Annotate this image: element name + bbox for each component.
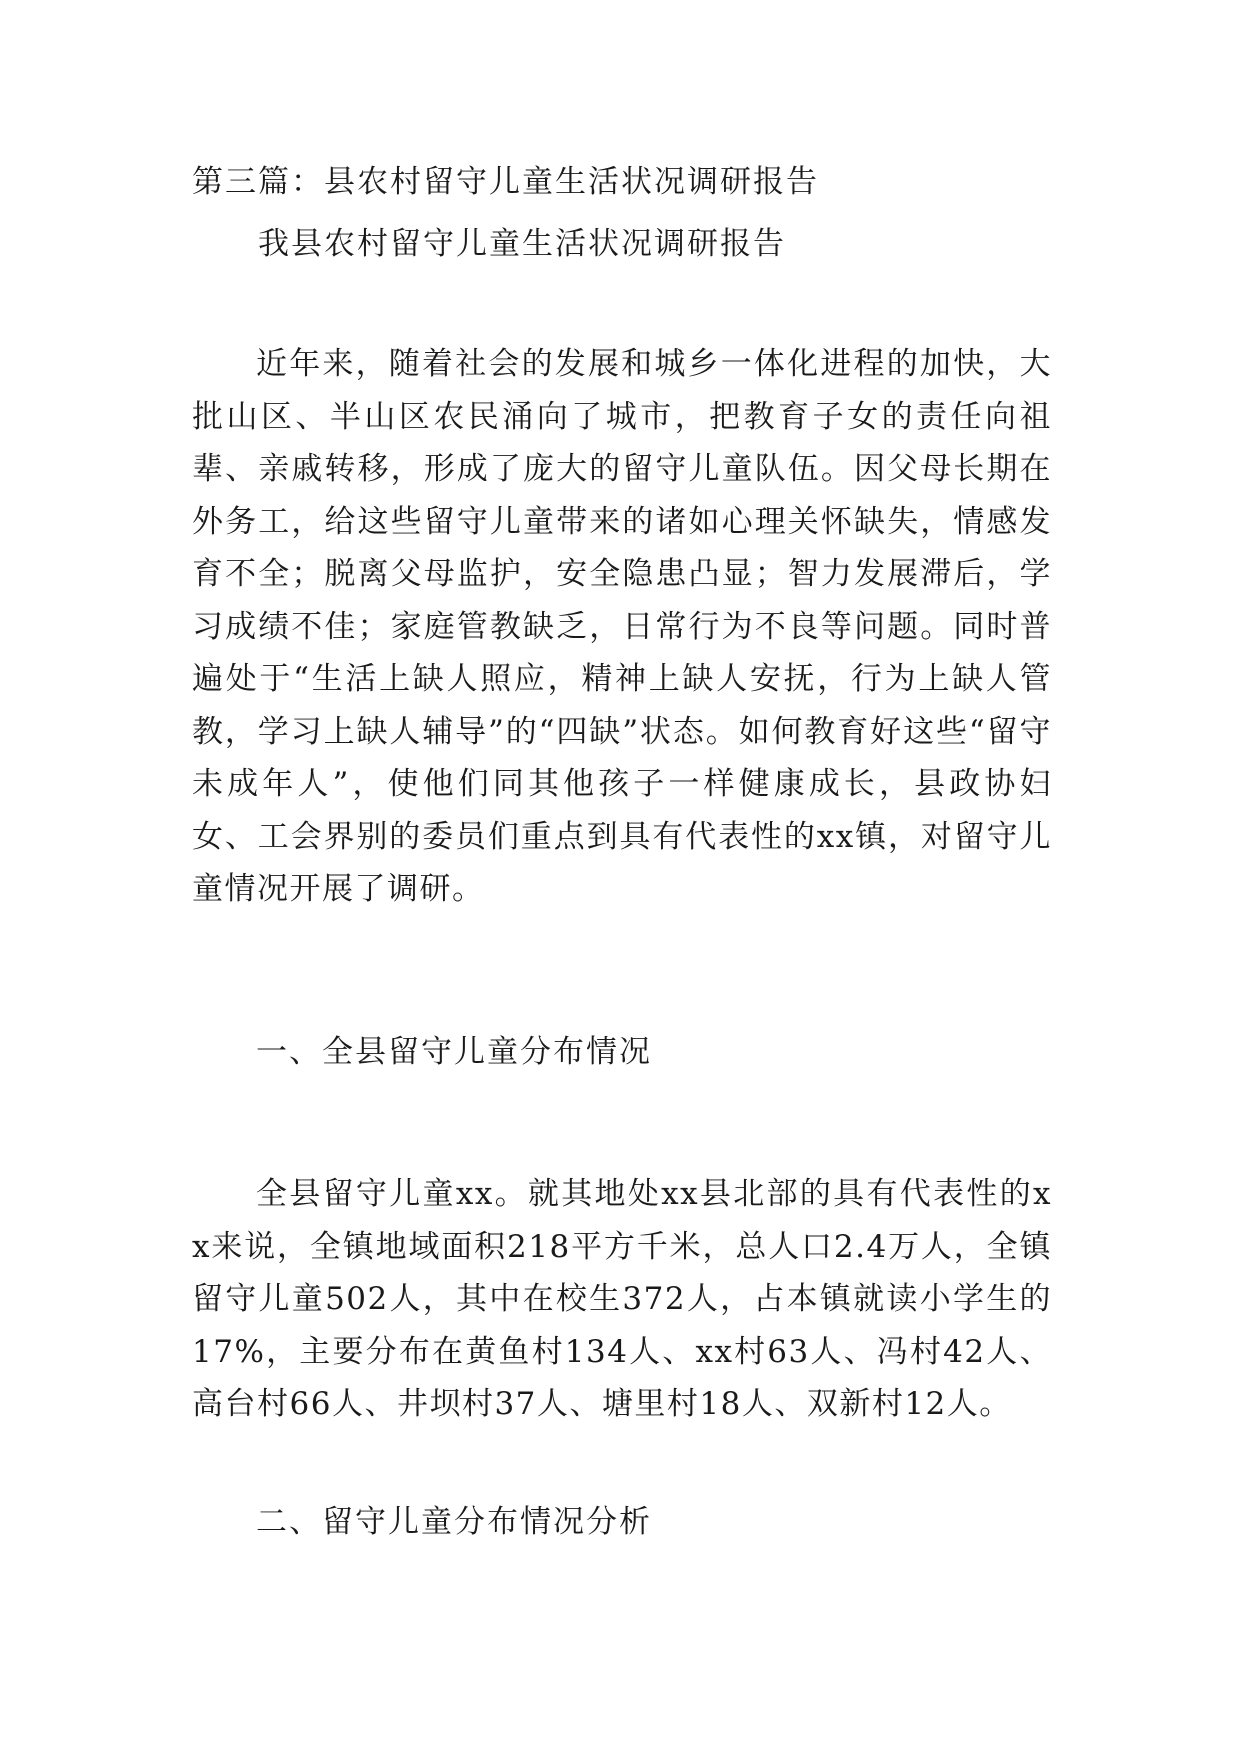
document-subtitle: 我县农村留守儿童生活状况调研报告 [258,226,786,262]
section-heading-distribution: 一、全县留守儿童分布情况 [256,1034,652,1070]
paragraph-introduction: 近年来，随着社会的发展和城乡一体化进程的加快，大批山区、半山区农民涌向了城市，把教育子女的责任向祖辈、亲戚转移，形成了庞大的留守儿童队伍。因父母长期在外务工，给这些留守儿童带来的诸如心理关怀缺失，情感发育不全；脱离父母监护，安全隐患凸显；智力发展滞后，学习成绩不佳；家庭管教缺乏，日常行为不良等问题。同时普遍处于“生活上缺人照应，精神上缺人安抚，行为上缺人管教，学习上缺人辅导”的“四缺”状态。如何教育好这些“留守未成年人”，使他们同其他孩子一样健康成长，县政协妇女、工会界别的委员们重点到具有代表性的xx镇，对留守儿童情况开展了调研。 [192,346,1052,907]
document-title: 第三篇：县农村留守儿童生活状况调研报告 [192,164,819,200]
paragraph-distribution: 全县留守儿童xx。就其地处xx县北部的具有代表性的xx来说，全镇地域面积218平方千米，总人口2.4万人，全镇留守儿童502人，其中在校生372人，占本镇就读小学生的17%，主要分布在黄鱼村134人、xx村63人、冯村42人、高台村66人、井坝村37人、塘里村18人、双新村12人。 [192,1176,1052,1422]
section-heading-analysis: 二、留守儿童分布情况分析 [256,1504,652,1540]
